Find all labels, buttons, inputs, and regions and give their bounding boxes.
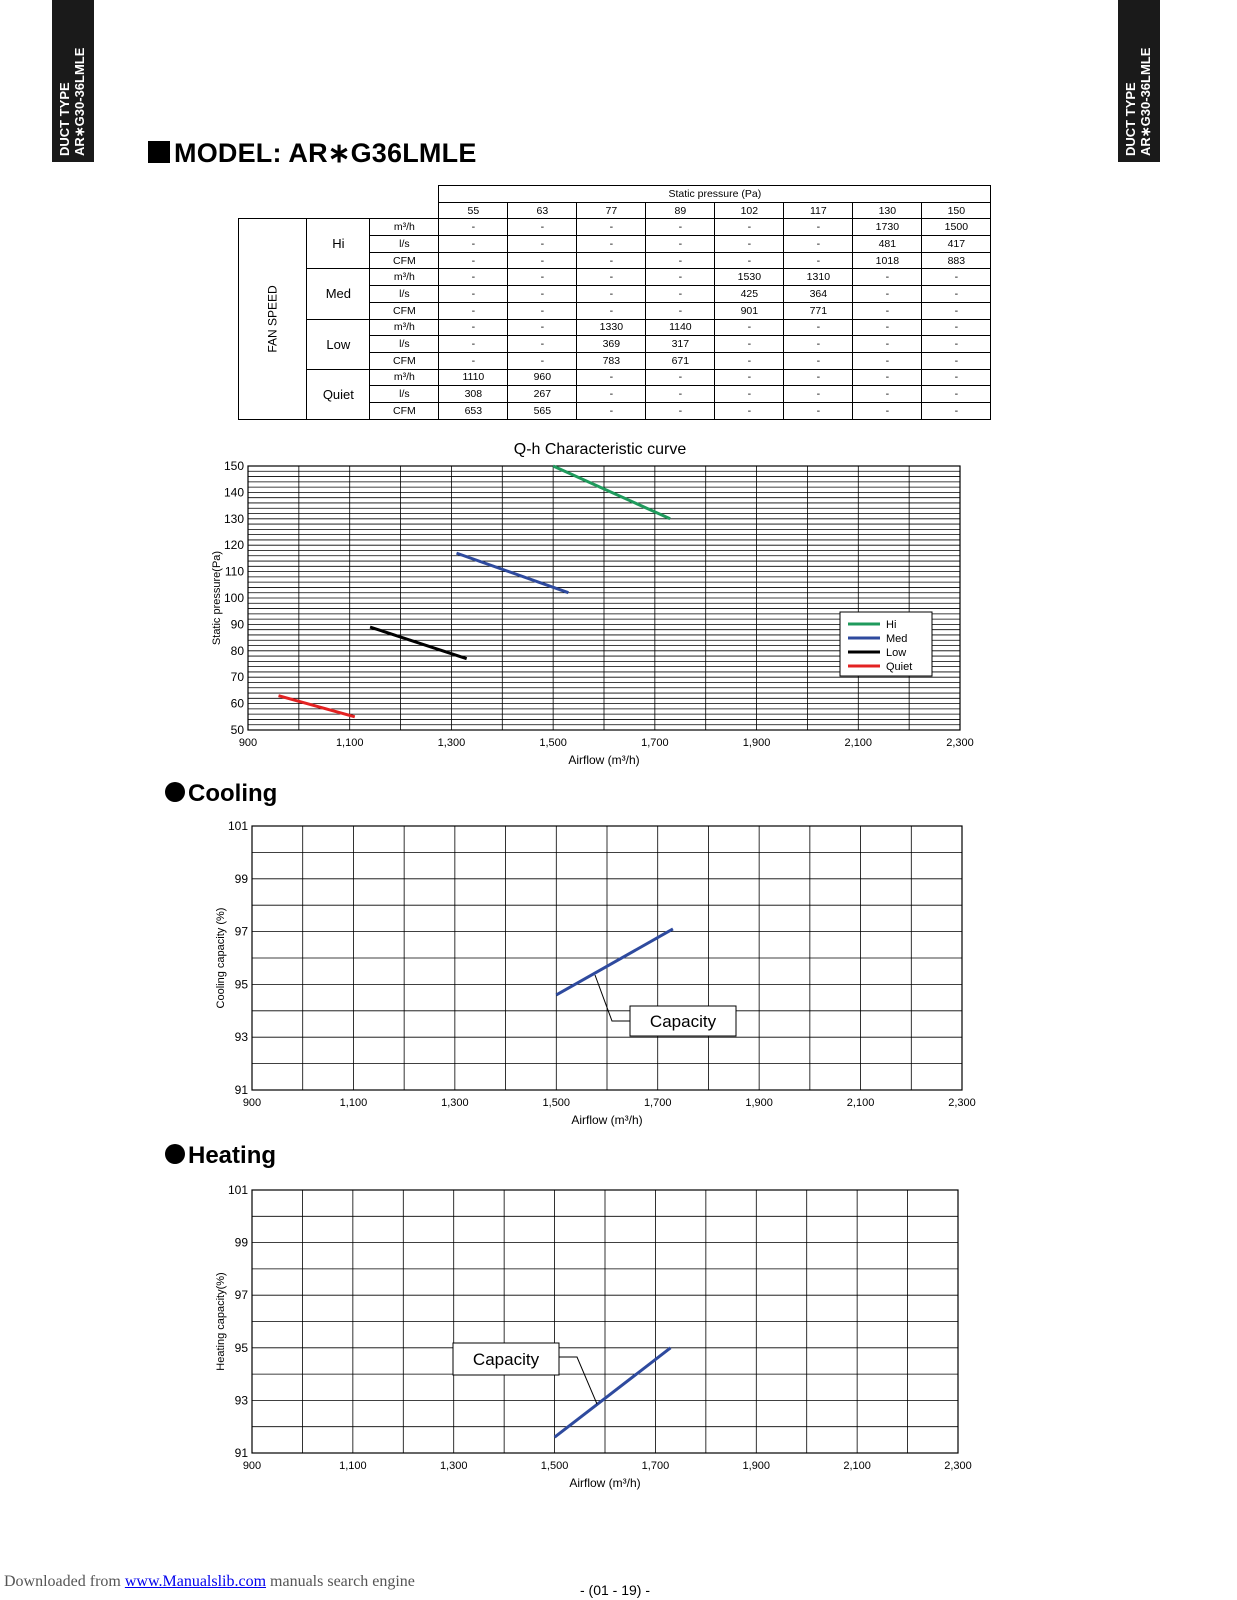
x-tick-label: 1,100 xyxy=(339,1460,367,1472)
x-tick-label: 900 xyxy=(242,1460,262,1472)
value-cell: - xyxy=(784,402,853,419)
value-cell: - xyxy=(577,236,646,253)
value-cell: - xyxy=(922,386,991,403)
value-cell: 1110 xyxy=(439,369,508,386)
annotation-leader xyxy=(595,975,630,1021)
value-cell: 653 xyxy=(439,402,508,419)
value-cell: 267 xyxy=(508,386,577,403)
speed-label: Hi xyxy=(307,219,370,269)
unit-cell: m³/h xyxy=(370,319,439,336)
value-cell: - xyxy=(508,352,577,369)
y-tick-label: 100 xyxy=(223,591,244,605)
side-tab-line1: DUCT TYPE xyxy=(1123,82,1138,156)
speed-label: Quiet xyxy=(307,369,370,419)
side-tab-line2: AR∗G30-36LMLE xyxy=(72,47,87,156)
value-cell: - xyxy=(508,286,577,303)
unit-cell: m³/h xyxy=(370,219,439,236)
pressure-cell: 130 xyxy=(853,202,922,219)
value-cell: 901 xyxy=(715,302,784,319)
value-cell: - xyxy=(922,336,991,353)
value-cell: - xyxy=(508,319,577,336)
unit-cell: CFM xyxy=(370,252,439,269)
value-cell: - xyxy=(784,352,853,369)
value-cell: - xyxy=(853,269,922,286)
value-cell: - xyxy=(715,369,784,386)
x-tick-label: 2,100 xyxy=(844,737,873,749)
value-cell: - xyxy=(922,302,991,319)
unit-cell: l/s xyxy=(370,286,439,303)
value-cell: 1018 xyxy=(853,252,922,269)
value-cell: - xyxy=(646,402,715,419)
y-tick-label: 110 xyxy=(224,564,244,579)
x-tick-label: 2,100 xyxy=(843,1460,871,1472)
value-cell: - xyxy=(508,269,577,286)
value-cell: - xyxy=(646,252,715,269)
pressure-cell: 89 xyxy=(646,202,715,219)
y-tick-label: 93 xyxy=(234,1030,248,1045)
y-tick-label: 140 xyxy=(223,485,244,500)
value-cell: - xyxy=(508,219,577,236)
value-cell: - xyxy=(439,269,508,286)
pressure-cell: 55 xyxy=(439,202,508,219)
side-tab-line1: DUCT TYPE xyxy=(57,82,72,156)
value-cell: - xyxy=(715,402,784,419)
cooling-heading: Cooling xyxy=(165,780,277,808)
value-cell: - xyxy=(784,252,853,269)
x-axis-label: Airflow (m³/h) xyxy=(569,1476,641,1490)
x-tick-label: 1,100 xyxy=(339,1097,368,1109)
y-tick-label: 95 xyxy=(234,977,248,992)
y-axis-label: Cooling capacity (%) xyxy=(215,907,227,1009)
pressure-cell: 117 xyxy=(784,202,853,219)
value-cell: - xyxy=(508,236,577,253)
pressure-cell: 63 xyxy=(508,202,577,219)
series-line-capacity xyxy=(556,929,673,995)
value-cell: - xyxy=(577,252,646,269)
static-pressure-header: Static pressure (Pa) xyxy=(439,186,991,203)
value-cell: - xyxy=(715,352,784,369)
model-title: MODEL: AR∗G36LMLE xyxy=(148,138,477,169)
y-tick-label: 99 xyxy=(234,871,248,886)
value-cell: 671 xyxy=(646,352,715,369)
value-cell: - xyxy=(577,286,646,303)
x-tick-label: 1,300 xyxy=(439,1460,468,1472)
value-cell: - xyxy=(439,336,508,353)
y-tick-label: 99 xyxy=(234,1235,248,1250)
value-cell: - xyxy=(922,369,991,386)
pressure-cell: 77 xyxy=(577,202,646,219)
speed-label: Low xyxy=(307,319,370,369)
value-cell: 1330 xyxy=(577,319,646,336)
value-cell: 783 xyxy=(577,352,646,369)
x-tick-label: 1,900 xyxy=(745,1097,773,1109)
value-cell: 960 xyxy=(508,369,577,386)
x-axis-label: Airflow (m³/h) xyxy=(568,753,640,767)
side-tab-line2: AR∗G30-36LMLE xyxy=(1138,47,1153,156)
y-tick-label: 101 xyxy=(227,819,248,833)
value-cell: - xyxy=(577,402,646,419)
y-tick-label: 130 xyxy=(223,511,244,526)
x-tick-label: 1,700 xyxy=(641,737,669,749)
value-cell: 308 xyxy=(439,386,508,403)
y-tick-label: 70 xyxy=(230,670,244,685)
unit-cell: CFM xyxy=(370,402,439,419)
x-axis-label: Airflow (m³/h) xyxy=(571,1113,643,1127)
value-cell: - xyxy=(784,336,853,353)
x-tick-label: 2,300 xyxy=(946,737,974,749)
value-cell: - xyxy=(853,336,922,353)
unit-cell: m³/h xyxy=(370,269,439,286)
value-cell: 317 xyxy=(646,336,715,353)
value-cell: - xyxy=(715,236,784,253)
y-tick-label: 80 xyxy=(230,643,244,658)
value-cell: - xyxy=(784,319,853,336)
value-cell: - xyxy=(646,286,715,303)
value-cell: 1500 xyxy=(922,219,991,236)
y-tick-label: 50 xyxy=(230,723,244,737)
value-cell: - xyxy=(853,402,922,419)
footer-source: Downloaded from www.Manualslib.com manuals search engine xyxy=(4,1573,415,1590)
y-tick-label: 93 xyxy=(234,1393,248,1408)
legend-label: Hi xyxy=(886,619,897,631)
value-cell: 771 xyxy=(784,302,853,319)
value-cell: - xyxy=(646,302,715,319)
x-tick-label: 1,500 xyxy=(539,737,567,749)
value-cell: - xyxy=(853,386,922,403)
y-tick-label: 97 xyxy=(234,924,248,939)
value-cell: - xyxy=(646,386,715,403)
value-cell: 1530 xyxy=(715,269,784,286)
value-cell: - xyxy=(922,286,991,303)
value-cell: - xyxy=(715,336,784,353)
page-number: - (01 - 19) - xyxy=(580,1582,651,1598)
value-cell: - xyxy=(784,219,853,236)
value-cell: 565 xyxy=(508,402,577,419)
value-cell: 364 xyxy=(784,286,853,303)
series-line-low xyxy=(370,627,467,659)
y-tick-label: 97 xyxy=(234,1288,248,1303)
x-tick-label: 1,700 xyxy=(643,1097,672,1109)
value-cell: - xyxy=(715,319,784,336)
value-cell: 369 xyxy=(577,336,646,353)
value-cell: - xyxy=(922,402,991,419)
value-cell: - xyxy=(784,369,853,386)
value-cell: - xyxy=(439,286,508,303)
value-cell: - xyxy=(922,319,991,336)
value-cell: 481 xyxy=(853,236,922,253)
y-tick-label: 120 xyxy=(223,538,244,553)
unit-cell: CFM xyxy=(370,302,439,319)
unit-cell: l/s xyxy=(370,336,439,353)
series-line-med xyxy=(457,553,569,593)
value-cell: - xyxy=(646,369,715,386)
value-cell: - xyxy=(715,386,784,403)
unit-cell: m³/h xyxy=(370,369,439,386)
value-cell: - xyxy=(439,352,508,369)
value-cell: 1310 xyxy=(784,269,853,286)
annotation-leader xyxy=(559,1357,597,1404)
manualslib-link[interactable]: www.Manualslib.com xyxy=(124,1573,267,1590)
legend-label: Low xyxy=(886,647,907,659)
y-tick-label: 91 xyxy=(234,1446,248,1460)
value-cell: - xyxy=(853,319,922,336)
x-tick-label: 1,300 xyxy=(437,737,466,749)
value-cell: 1140 xyxy=(646,319,715,336)
x-tick-label: 1,300 xyxy=(441,1097,469,1109)
fan-speed-label: FAN SPEED xyxy=(239,219,307,419)
unit-cell: CFM xyxy=(370,352,439,369)
value-cell: - xyxy=(439,302,508,319)
pressure-cell: 102 xyxy=(715,202,784,219)
x-tick-label: 900 xyxy=(242,1097,262,1109)
speed-label: Med xyxy=(307,269,370,319)
value-cell: - xyxy=(784,236,853,253)
heating-heading: Heating xyxy=(165,1142,276,1170)
x-tick-label: 1,900 xyxy=(742,737,771,749)
y-axis-label: Static pressure(Pa) xyxy=(211,550,223,646)
y-tick-label: 95 xyxy=(234,1340,248,1355)
x-tick-label: 2,100 xyxy=(846,1097,875,1109)
value-cell: - xyxy=(439,219,508,236)
y-tick-label: 90 xyxy=(230,617,244,632)
value-cell: - xyxy=(508,252,577,269)
y-tick-label: 101 xyxy=(227,1183,248,1197)
x-tick-label: 1,500 xyxy=(540,1460,569,1472)
value-cell: - xyxy=(922,352,991,369)
value-cell: - xyxy=(577,219,646,236)
value-cell: 1730 xyxy=(853,219,922,236)
unit-cell: l/s xyxy=(370,236,439,253)
x-tick-label: 1,900 xyxy=(742,1460,771,1472)
value-cell: - xyxy=(646,236,715,253)
chart-title: Q-h Characteristic curve xyxy=(513,441,687,458)
y-tick-label: 91 xyxy=(234,1083,248,1097)
legend-label: Med xyxy=(886,633,908,645)
value-cell: - xyxy=(439,252,508,269)
value-cell: - xyxy=(853,352,922,369)
series-line-quiet xyxy=(279,696,355,717)
value-cell: - xyxy=(577,386,646,403)
value-cell: - xyxy=(577,269,646,286)
y-tick-label: 60 xyxy=(230,696,244,711)
y-tick-label: 150 xyxy=(223,459,244,473)
annotation-label: Capacity xyxy=(472,1350,540,1369)
value-cell: - xyxy=(646,269,715,286)
value-cell: - xyxy=(784,386,853,403)
value-cell: - xyxy=(853,302,922,319)
value-cell: 425 xyxy=(715,286,784,303)
value-cell: - xyxy=(577,369,646,386)
value-cell: 417 xyxy=(922,236,991,253)
series-line-capacity xyxy=(555,1348,671,1437)
y-axis-label: Heating capacity(%) xyxy=(215,1272,227,1371)
unit-cell: l/s xyxy=(370,386,439,403)
value-cell: - xyxy=(439,236,508,253)
value-cell: - xyxy=(508,336,577,353)
x-tick-label: 1,100 xyxy=(335,737,364,749)
x-tick-label: 1,700 xyxy=(641,1460,670,1472)
value-cell: - xyxy=(508,302,577,319)
value-cell: - xyxy=(577,302,646,319)
legend-label: Quiet xyxy=(886,661,913,673)
pressure-cell: 150 xyxy=(922,202,991,219)
value-cell: - xyxy=(715,252,784,269)
value-cell: - xyxy=(439,319,508,336)
annotation-label: Capacity xyxy=(649,1012,717,1031)
x-tick-label: 2,300 xyxy=(944,1460,972,1472)
value-cell: - xyxy=(715,219,784,236)
x-tick-label: 900 xyxy=(238,737,258,749)
value-cell: - xyxy=(853,286,922,303)
value-cell: - xyxy=(922,269,991,286)
value-cell: - xyxy=(646,219,715,236)
value-cell: 883 xyxy=(922,252,991,269)
value-cell: - xyxy=(853,369,922,386)
x-tick-label: 1,500 xyxy=(542,1097,571,1109)
x-tick-label: 2,300 xyxy=(948,1097,976,1109)
